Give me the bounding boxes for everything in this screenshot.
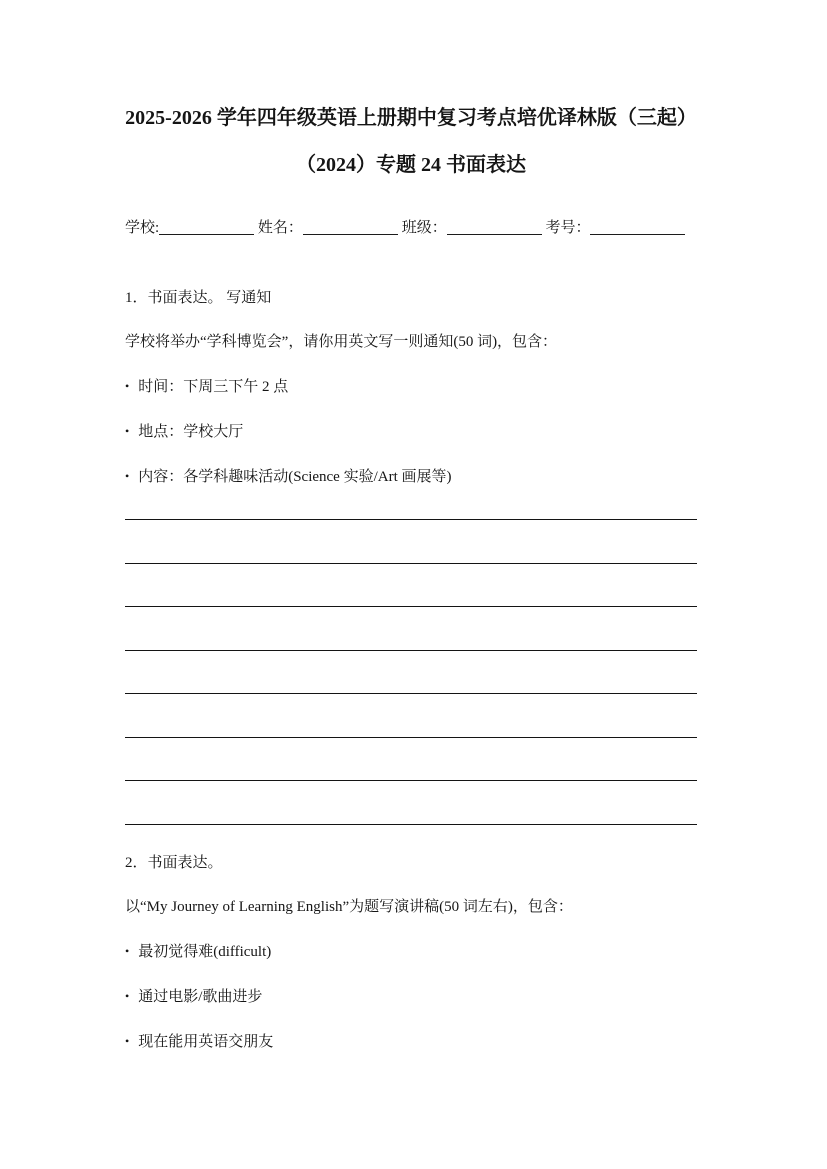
section1-bullet-content: [125, 466, 697, 487]
section1-bullet-time-text: 时间：下周三下午 2 点: [138, 379, 289, 395]
answer-lines-area: [125, 511, 697, 825]
section2-bullet-progress: [125, 986, 697, 1007]
section1-heading: 1．书面表达。 写通知: [125, 290, 272, 306]
exam-number-blank[interactable]: [590, 218, 685, 235]
section2-bullet-friends-text: 现在能用英语交朋友: [138, 1033, 274, 1050]
section1-bullet-place-text: 地点：学校大厅: [138, 424, 244, 440]
answer-line-3[interactable]: [125, 564, 697, 608]
bullet-icon: •: [125, 424, 130, 438]
answer-line-7[interactable]: [125, 738, 697, 782]
answer-line-6[interactable]: [125, 694, 697, 738]
bullet-icon: •: [125, 988, 130, 1003]
document-title: [125, 95, 697, 189]
bullet-icon: •: [125, 379, 130, 393]
class-field: [402, 215, 542, 241]
student-info-row: [125, 215, 697, 241]
answer-line-4[interactable]: [125, 607, 697, 651]
name-field: [258, 215, 398, 241]
school-label: 学校:: [125, 220, 160, 236]
document-title-line-2: （2024）专题 24 书面表达: [296, 154, 526, 176]
section1-bullet-content-text: 内容：各学科趣味活动(Science 实验/Art 画展等): [138, 469, 452, 485]
document-title-line-1: 2025-2026 学年四年级英语上册期中复习考点培优译林版（三起）: [125, 107, 697, 129]
class-blank[interactable]: [447, 218, 542, 235]
name-label: 姓名：: [257, 220, 303, 236]
section2-bullet-difficult: [125, 941, 697, 962]
bullet-icon: •: [125, 1033, 130, 1048]
section1-bullet-place: [125, 421, 697, 442]
answer-line-8[interactable]: [125, 781, 697, 825]
name-blank[interactable]: [303, 218, 398, 235]
answer-line-1[interactable]: [125, 511, 697, 520]
section2-heading: 2．书面表达。: [125, 854, 223, 871]
section1-bullet-time: [125, 376, 697, 397]
section2-bullet-difficult-text: 最初觉得难(difficult): [138, 943, 272, 960]
bullet-icon: •: [125, 469, 130, 483]
bullet-icon: •: [125, 943, 130, 958]
exam-number-label: 考号：: [545, 220, 591, 236]
exam-number-field: [545, 215, 685, 241]
school-field: [125, 215, 254, 241]
section1-intro: 学校将举办“学科博览会”，请你用英文写一则通知(50 词)，包含：: [125, 334, 558, 350]
section2-bullet-progress-text: 通过电影/歌曲进步: [138, 988, 263, 1005]
answer-line-2[interactable]: [125, 520, 697, 564]
answer-line-5[interactable]: [125, 651, 697, 695]
class-label: 班级：: [401, 220, 447, 236]
school-blank[interactable]: [159, 218, 254, 235]
section2-bullet-friends: [125, 1031, 697, 1052]
section2-intro: 以“My Journey of Learning English”为题写演讲稿(50 词左右)，包含：: [125, 898, 573, 915]
